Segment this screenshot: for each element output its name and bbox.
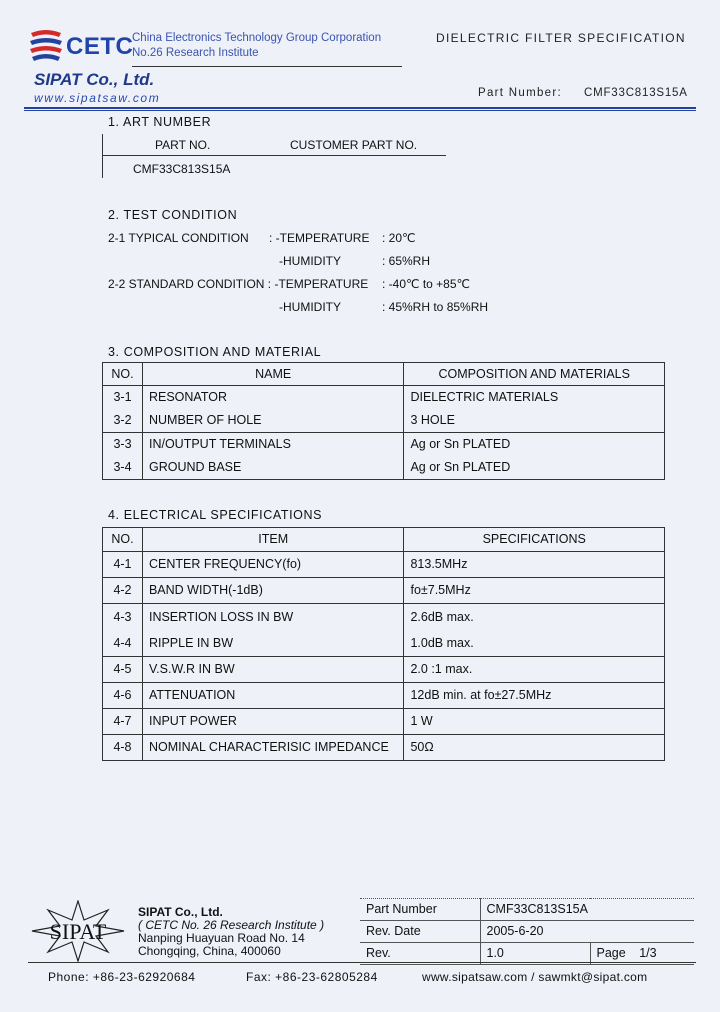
footer-rev-label: Rev. — [360, 943, 480, 965]
row-name: GROUND BASE — [148, 460, 242, 475]
row-name: RESONATOR — [148, 390, 228, 405]
cetc-logo-icon — [28, 28, 64, 62]
electrical-spec-table — [102, 527, 665, 761]
row-item: ATTENUATION — [142, 683, 404, 709]
section-2-title: 2. TEST CONDITION — [108, 208, 238, 222]
section-4-title: 4. ELECTRICAL SPECIFICATIONS — [108, 508, 323, 522]
typical-humidity-label: -HUMIDITY — [279, 254, 341, 268]
row-spec: 2.0 :1 max. — [404, 657, 665, 683]
table-row — [103, 683, 665, 709]
row-item: NOMINAL CHARACTERISIC IMPEDANCE — [142, 735, 404, 761]
footer-page-label: Page — [596, 946, 626, 961]
header-name: NAME — [142, 363, 403, 386]
footer-part-number-label: Part Number — [360, 899, 480, 921]
header-composition: COMPOSITION AND MATERIALS — [404, 363, 665, 386]
row-spec: 12dB min. at fo±27.5MHz — [404, 683, 665, 709]
typical-temperature-value: : 20℃ — [382, 231, 416, 245]
table-row — [103, 709, 665, 735]
header-no: NO. — [103, 363, 143, 386]
footer-divider — [28, 962, 696, 963]
footer-rev-value: 1.0 — [480, 943, 590, 965]
standard-temperature-value: : -40℃ to +85℃ — [382, 277, 470, 291]
section-1-title: 1. ART NUMBER — [108, 115, 212, 129]
sipat-logo-text: SIPAT — [49, 919, 107, 944]
row-item: INPUT POWER — [142, 709, 404, 735]
typical-condition-label: 2-1 TYPICAL CONDITION — [108, 231, 249, 245]
row-no: 3-3 — [113, 437, 132, 452]
section-3-title: 3. COMPOSITION AND MATERIAL — [108, 345, 322, 359]
footer-phone: Phone: +86-23-62920684 — [48, 970, 196, 984]
row-spec: 1 W — [404, 709, 665, 735]
row-spec: fo±7.5MHz — [404, 578, 665, 604]
sipat-logo-icon — [30, 900, 126, 962]
row-no: 4-6 — [103, 683, 143, 709]
row-name: IN/OUTPUT TERMINALS — [148, 437, 291, 452]
table-row — [103, 657, 665, 683]
section-1-horizontal-rule — [102, 155, 446, 156]
footer-company-name: SIPAT Co., Ltd. — [138, 905, 223, 919]
row-item: INSERTION LOSS IN BW — [148, 609, 294, 624]
table-header-row — [103, 363, 665, 386]
header-blue-rule — [24, 107, 696, 109]
rev-date-row — [360, 921, 694, 943]
part-no-header: PART NO. — [155, 138, 211, 152]
row-no: 4-4 — [113, 635, 132, 650]
row-item: BAND WIDTH(-1dB) — [142, 578, 404, 604]
website-link[interactable]: www.sipatsaw.com — [34, 91, 161, 105]
row-no: 4-1 — [103, 552, 143, 578]
cetc-brand-text: CETC — [66, 33, 134, 60]
table-row — [103, 552, 665, 578]
row-material: Ag or Sn PLATED — [410, 460, 511, 475]
header-item: ITEM — [142, 528, 404, 552]
standard-humidity-label: -HUMIDITY — [279, 300, 341, 314]
header-specifications: SPECIFICATIONS — [404, 528, 665, 552]
row-no: 4-3 — [113, 609, 132, 624]
table-row — [103, 433, 665, 480]
row-spec: 50Ω — [404, 735, 665, 761]
row-spec: 813.5MHz — [404, 552, 665, 578]
row-material: DIELECTRIC MATERIALS — [410, 390, 559, 405]
typical-temperature-label: : -TEMPERATURE — [269, 231, 370, 245]
header-divider — [132, 66, 402, 67]
corporation-name: China Electronics Technology Group Corporation — [132, 32, 382, 44]
section-1-vertical-rule — [102, 134, 103, 178]
row-no: 3-4 — [113, 460, 132, 475]
footer-institute: ( CETC No. 26 Research Institute ) — [138, 918, 325, 932]
row-item: RIPPLE IN BW — [148, 635, 234, 650]
table-row — [103, 386, 665, 433]
part-number-row — [360, 899, 694, 921]
part-no-value: CMF33C813S15A — [133, 162, 231, 176]
footer-address-line1: Nanping Huayuan Road No. 14 — [138, 931, 305, 945]
typical-humidity-value: : 65%RH — [382, 254, 431, 268]
footer-rev-date-value: 2005-6-20 — [480, 921, 694, 943]
row-item: V.S.W.R IN BW — [142, 657, 404, 683]
footer-contact[interactable]: www.sipatsaw.com / sawmkt@sipat.com — [422, 970, 648, 984]
row-material: Ag or Sn PLATED — [410, 437, 511, 452]
row-no: 4-5 — [103, 657, 143, 683]
footer-address-line2: Chongqing, China, 400060 — [138, 944, 281, 958]
standard-humidity-value: : 45%RH to 85%RH — [382, 300, 489, 314]
company-name: SIPAT Co., Ltd. — [34, 70, 155, 89]
row-item: CENTER FREQUENCY(fo) — [142, 552, 404, 578]
row-name: NUMBER OF HOLE — [148, 413, 262, 428]
row-no: 4-7 — [103, 709, 143, 735]
table-row — [103, 735, 665, 761]
header-part-number-value: CMF33C813S15A — [584, 87, 688, 99]
institute-name: No.26 Research Institute — [132, 47, 259, 59]
footer-part-number-value: CMF33C813S15A — [480, 899, 694, 921]
header-part-number-label: Part Number: — [478, 87, 562, 99]
row-no: 4-8 — [103, 735, 143, 761]
row-no: 3-1 — [113, 390, 132, 405]
customer-part-no-header: CUSTOMER PART NO. — [290, 138, 418, 152]
row-material: 3 HOLE — [410, 413, 455, 428]
footer-fax: Fax: +86-23-62805284 — [246, 970, 378, 984]
table-row — [103, 604, 665, 657]
table-row — [103, 578, 665, 604]
footer-rev-date-label: Rev. Date — [360, 921, 480, 943]
row-no: 3-2 — [113, 413, 132, 428]
composition-table — [102, 362, 665, 480]
row-spec: 2.6dB max. — [410, 609, 474, 624]
document-title: DIELECTRIC FILTER SPECIFICATION — [436, 31, 686, 45]
row-no: 4-2 — [103, 578, 143, 604]
row-spec: 1.0dB max. — [410, 635, 474, 650]
revision-table — [360, 898, 694, 965]
footer-page-value: 1/3 — [639, 946, 657, 961]
header-blue-rule-thin — [24, 110, 696, 111]
header-no: NO. — [103, 528, 143, 552]
table-header-row — [103, 528, 665, 552]
standard-condition-label: 2-2 STANDARD CONDITION : -TEMPERATURE — [108, 277, 369, 291]
